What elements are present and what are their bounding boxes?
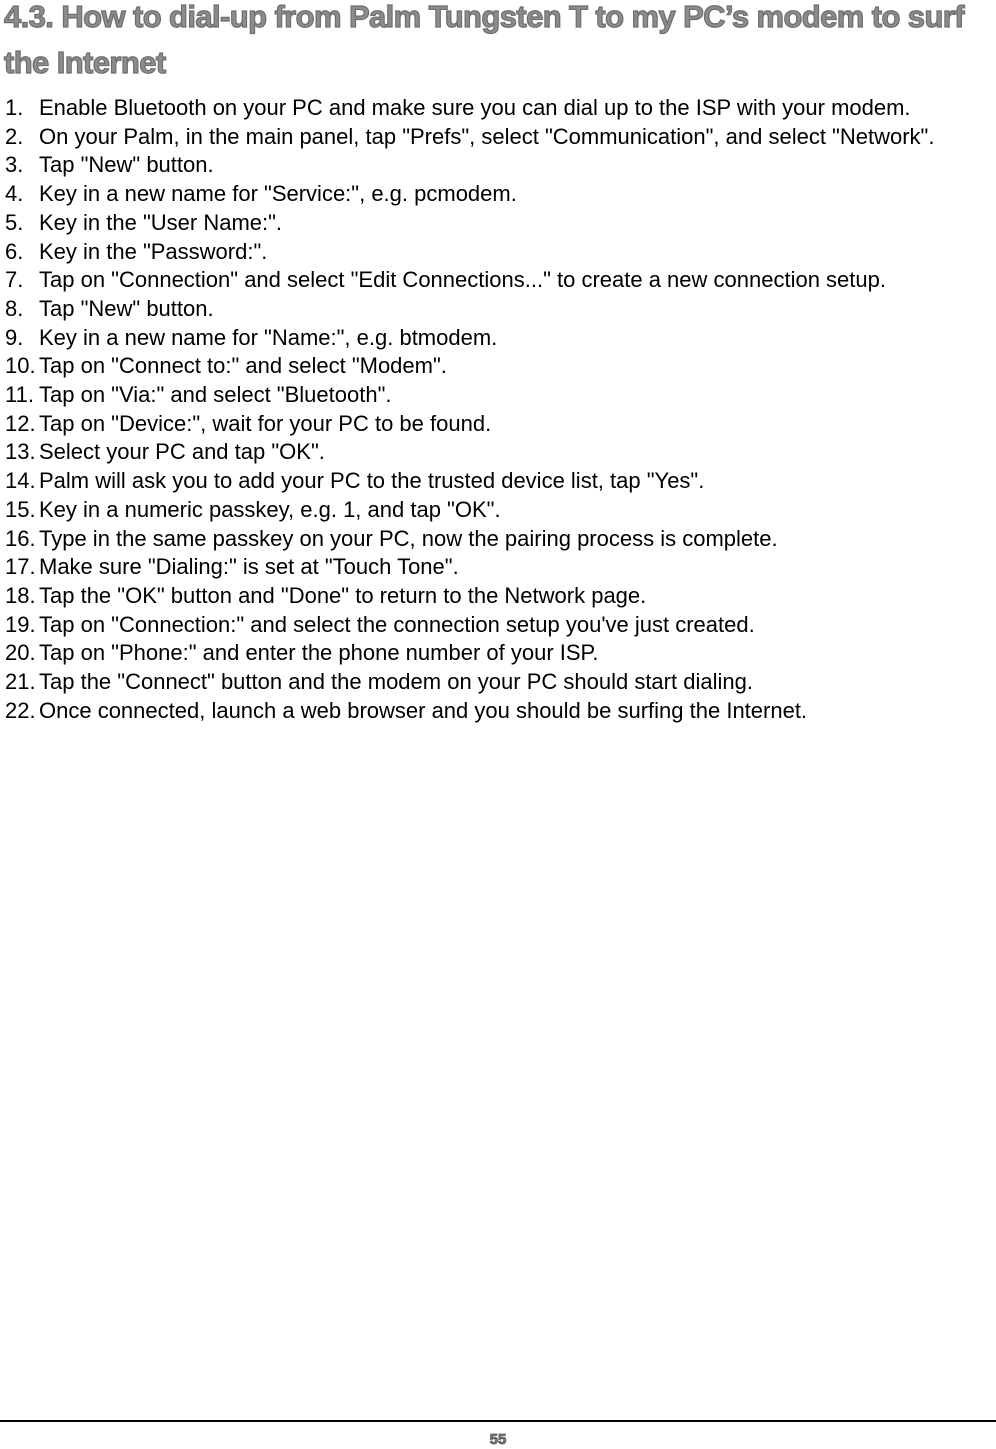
step-number: 1. bbox=[5, 95, 24, 120]
step-item bbox=[0, 639, 996, 668]
step-text: Make sure "Dialing:" is set at "Touch Tone". bbox=[39, 554, 459, 580]
step-item bbox=[0, 151, 996, 180]
footer-divider bbox=[0, 1420, 996, 1422]
step-item bbox=[0, 496, 996, 525]
step-text: Tap "New" button. bbox=[39, 295, 214, 321]
step-number: 6. bbox=[5, 238, 24, 264]
step-text: Tap on "Device:", wait for your PC to be found. bbox=[39, 410, 492, 436]
step-number: 15. bbox=[5, 496, 36, 522]
step-number: 4. bbox=[5, 181, 24, 207]
step-number: 20. bbox=[5, 640, 36, 666]
step-text: Select your PC and tap "OK". bbox=[39, 439, 325, 465]
step-number: 9. bbox=[5, 324, 24, 350]
step-item bbox=[0, 266, 996, 295]
step-number: 21. bbox=[5, 669, 36, 695]
step-item bbox=[0, 324, 996, 353]
step-number: 13. bbox=[5, 439, 36, 465]
step-number: 14. bbox=[5, 468, 36, 494]
step-number: 17. bbox=[5, 554, 36, 580]
step-text: On your Palm, in the main panel, tap "Prefs", select "Communication", and select "Network". bbox=[39, 123, 935, 149]
step-item bbox=[0, 525, 996, 554]
step-text: Tap the "OK" button and "Done" to return to the Network page. bbox=[39, 582, 647, 608]
step-number: 2. bbox=[5, 123, 24, 149]
step-item bbox=[0, 209, 996, 238]
step-text: Tap on "Phone:" and enter the phone number of your ISP. bbox=[39, 640, 599, 666]
step-number: 22. bbox=[5, 697, 36, 723]
step-number: 8. bbox=[5, 295, 24, 321]
step-number: 18. bbox=[5, 582, 36, 608]
page-number: 55 bbox=[489, 1431, 507, 1448]
step-text: Key in the "User Name:". bbox=[39, 209, 283, 235]
step-item bbox=[0, 668, 996, 697]
step-item bbox=[0, 180, 996, 209]
step-item bbox=[0, 467, 996, 496]
step-text: Tap "New" button. bbox=[39, 152, 214, 178]
step-text: Once connected, launch a web browser and you should be surfing the Internet. bbox=[39, 697, 808, 723]
step-text: Tap on "Connection:" and select the connection setup you've just created. bbox=[39, 611, 755, 637]
step-item bbox=[0, 611, 996, 640]
step-item bbox=[0, 582, 996, 611]
step-item bbox=[0, 381, 996, 410]
step-text: Tap on "Via:" and select "Bluetooth". bbox=[39, 382, 392, 408]
step-number: 3. bbox=[5, 152, 24, 178]
step-text: Key in a new name for "Name:", e.g. btmodem. bbox=[39, 324, 498, 350]
step-number: 10. bbox=[5, 353, 36, 379]
step-number: 7. bbox=[5, 267, 24, 293]
step-number: 11. bbox=[5, 382, 34, 408]
step-text: Enable Bluetooth on your PC and make sure you can dial up to the ISP with your modem. bbox=[39, 95, 911, 120]
step-item bbox=[0, 438, 996, 467]
step-item bbox=[0, 553, 996, 582]
step-item bbox=[0, 123, 996, 152]
step-text: Key in a numeric passkey, e.g. 1, and tap "OK". bbox=[39, 496, 501, 522]
steps-list bbox=[0, 94, 996, 725]
step-text: Tap the "Connect" button and the modem on your PC should start dialing. bbox=[39, 669, 753, 695]
step-item bbox=[0, 238, 996, 267]
step-text: Key in the "Password:". bbox=[39, 238, 268, 264]
step-text: Tap on "Connection" and select "Edit Connections..." to create a new connection setup. bbox=[39, 267, 886, 293]
step-text: Tap on "Connect to:" and select "Modem". bbox=[39, 353, 447, 379]
step-item bbox=[0, 295, 996, 324]
step-number: 12. bbox=[5, 410, 36, 436]
step-text: Palm will ask you to add your PC to the trusted device list, tap "Yes". bbox=[39, 468, 705, 494]
section-heading: 4.3. How to dial-up from Palm Tungsten T to my PC’s modem to surf the Internet bbox=[4, 0, 964, 80]
step-number: 5. bbox=[5, 209, 24, 235]
step-item bbox=[0, 94, 996, 123]
step-item bbox=[0, 410, 996, 439]
step-item bbox=[0, 697, 996, 726]
step-number: 19. bbox=[5, 611, 36, 637]
step-number: 16. bbox=[5, 525, 36, 551]
step-text: Type in the same passkey on your PC, now the pairing process is complete. bbox=[39, 525, 778, 551]
step-text: Key in a new name for "Service:", e.g. pcmodem. bbox=[39, 181, 517, 207]
step-item bbox=[0, 352, 996, 381]
